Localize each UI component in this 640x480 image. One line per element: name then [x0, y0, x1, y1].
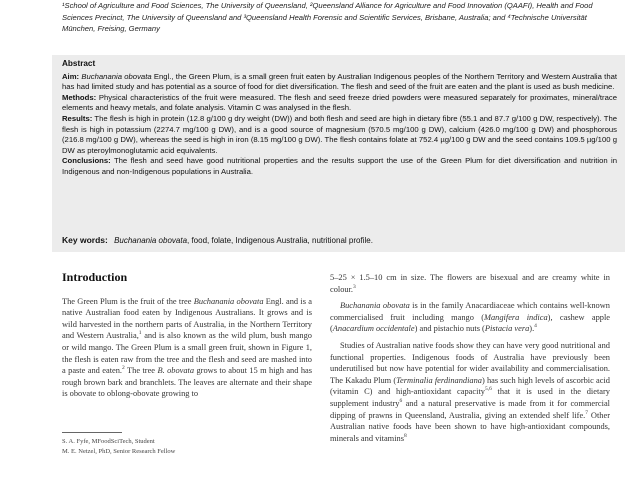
ref-4: 4 [534, 323, 537, 330]
pistachio-species: Pistacia vera [484, 324, 530, 334]
ref-2: 2 [122, 365, 125, 372]
footnote-author-1: S. A. Fyfe, MFoodSciTech, Student [62, 438, 155, 445]
conclusions-text: The flesh and seed have good nutritional properties and the results support the use of the Green Plum for diet diversification and nutrition in Indigenous and non-Indigenous populations in Australia. [62, 156, 617, 176]
intro-paragraph [62, 296, 312, 400]
ref-3: 3 [353, 283, 356, 290]
mango-species: Mangifera indica [484, 312, 548, 322]
intro-text-d: The tree [124, 366, 158, 376]
col2-species: Buchanania obovata [340, 301, 410, 311]
col2-text-2e: Other Australian native foods have been shown to have high-antioxidant compounds, minerals and vitamins [330, 410, 610, 443]
cashew-species: Anacardium occidentale [332, 324, 415, 334]
methods-text: Physical characteristics of the fruit were measured. The flesh and seed freeze dried powders were measured separately for proximates, mineral/trace elements and heavy metals, and folate analysis. Vitamin C was analysed in the flesh. [62, 92, 617, 113]
right-column [330, 272, 610, 444]
col2-text-0: 5–25 × 1.5–10 cm in size. The flowers are bisexual and are creamy white in colour. [330, 273, 610, 294]
abstract-aim [62, 72, 617, 93]
abstract-body [62, 59, 617, 178]
intro-species: Buchanania obovata [193, 296, 264, 306]
conclusions-label: Conclusions: [62, 156, 111, 166]
ref-5-6: 5,6 [484, 386, 492, 393]
intro-text-c: and is also known as the wild plum, bush mango or wild mango. The Green Plum is a small green fruit, shown in Figure 1, the flesh is eaten raw from the tree and the flesh and seed are mashed into a paste and eaten. [62, 331, 312, 376]
journal-section-label [4, 355, 32, 480]
journal-section-text [0, 332, 2, 440]
col2-text-2c: that it is used in the dietary supplement industry [330, 387, 610, 408]
col2-p0 [330, 272, 610, 295]
intro-text-a: The Green Plum is the fruit of the tree [62, 296, 194, 306]
abstract-results [62, 114, 617, 156]
intro-text-b: Engl. and is a native Australian food eaten by Indigenous Australians. It grows and is wild harvested in the northern parts of Australia, in the Northern Territory and Western Australia, [62, 296, 312, 341]
col2-text-1b: ), cashew apple ( [330, 312, 611, 334]
col2-text-1c: ) and pistachio nuts ( [414, 324, 485, 334]
aim-label: Aim: [62, 71, 80, 81]
intro-column [62, 272, 312, 400]
ref-7: 7 [585, 409, 589, 416]
abstract-conclusions [62, 156, 617, 177]
methods-label: Methods: [62, 92, 97, 102]
ref-1: 1 [138, 330, 142, 337]
col2-text-2a: Studies of Australian native foods show they can have very good nutritional and functional properties. Indigenous foods of Australia have previously been underutilised but now have potential for wider availability and commercialisation. The Kakadu Plum ( [330, 340, 610, 385]
ref-8: 8 [403, 432, 407, 439]
abstract-box [52, 55, 625, 252]
aim-text: Engl., the Green Plum, is a small green fruit eaten by Australian Indigenous peoples of the Northern Territory and Western Australia that has had limited study and has potential as a source of food for diet diversification. The flesh and seed of the fruit are eaten and the plant is used as bush medicine. [62, 71, 617, 92]
col2-p2 [330, 340, 610, 444]
abstract-title: Abstract [62, 59, 96, 68]
intro-species-short: B. obovata [157, 366, 195, 376]
author-footnotes [62, 437, 312, 457]
results-text: The flesh is high in protein (12.8 g/100 g dry weight (DW)) and both flesh and seed are high in dietary fibre (55.1 and 87.7 g/100 g DW, respectively). The flesh is high in potassium (2274.7 mg/100 g DW), and is a good source of magnesium (570.5 mg/100 g DW), calcium (426.0 mg/100 g DW) and phosphorous (216.8 mg/100 g DW), whereas the seed is high in iron (8.15 mg/100 g DW). The flesh contains folate at 752.4 µg/100 g DW and the seed contains 109.5 µg/100 g DW as pteroylmonoglutamic acid equivalents. [62, 113, 617, 155]
intro-text-e: grows to about 15 m high and has rough brown bark and branchlets. The leaves are alternate and their shape is obovate to oblong-obovate growing to [62, 366, 312, 399]
footnote-author-2: M. E. Netzel, PhD, Senior Research Fellow [62, 448, 176, 455]
affiliations: ¹School of Agriculture and Food Sciences, The University of Queensland, ²Queensland Alliance for Agriculture and Food Innovation (QAAFI), Health and Food Sciences Precinct, The University of Queensland and ³Queensland Health Forensic and Scientific Services, Brisbane, Australia; and ⁴Technische Universität München, Freising, Germany [62, 1, 593, 33]
col2-text-1d: ). [529, 324, 535, 334]
keywords-rest: , food, folate, Indigenous Australia, nutritional profile. [187, 236, 373, 245]
col2-text-1a: is in the family Anacardiaceae which contains well-known commercialised fruit including mango ( [330, 301, 610, 322]
kakadu-species: Terminalia ferdinandiana [396, 375, 482, 385]
footnote-rule [62, 432, 122, 433]
col2-p1 [330, 300, 610, 335]
keyword-species: Buchanania obovata [114, 236, 188, 245]
col2-text-2b: ) has such high levels of ascorbic acid (vitamin C) and high-antioxidant capacity [330, 375, 610, 397]
keywords [62, 235, 373, 245]
results-label: Results: [62, 113, 93, 123]
col2-text-2d: and a natural preservative is made from it for commercial dipping of prawns in Queensland, Australia, giving an extended shelf life. [330, 398, 610, 420]
intro-heading: Introduction [62, 270, 128, 284]
keywords-label: Key words: [62, 235, 108, 245]
ref-6: 6 [399, 398, 403, 405]
aim-species: Buchanania obovata [81, 71, 152, 81]
abstract-methods [62, 93, 617, 114]
